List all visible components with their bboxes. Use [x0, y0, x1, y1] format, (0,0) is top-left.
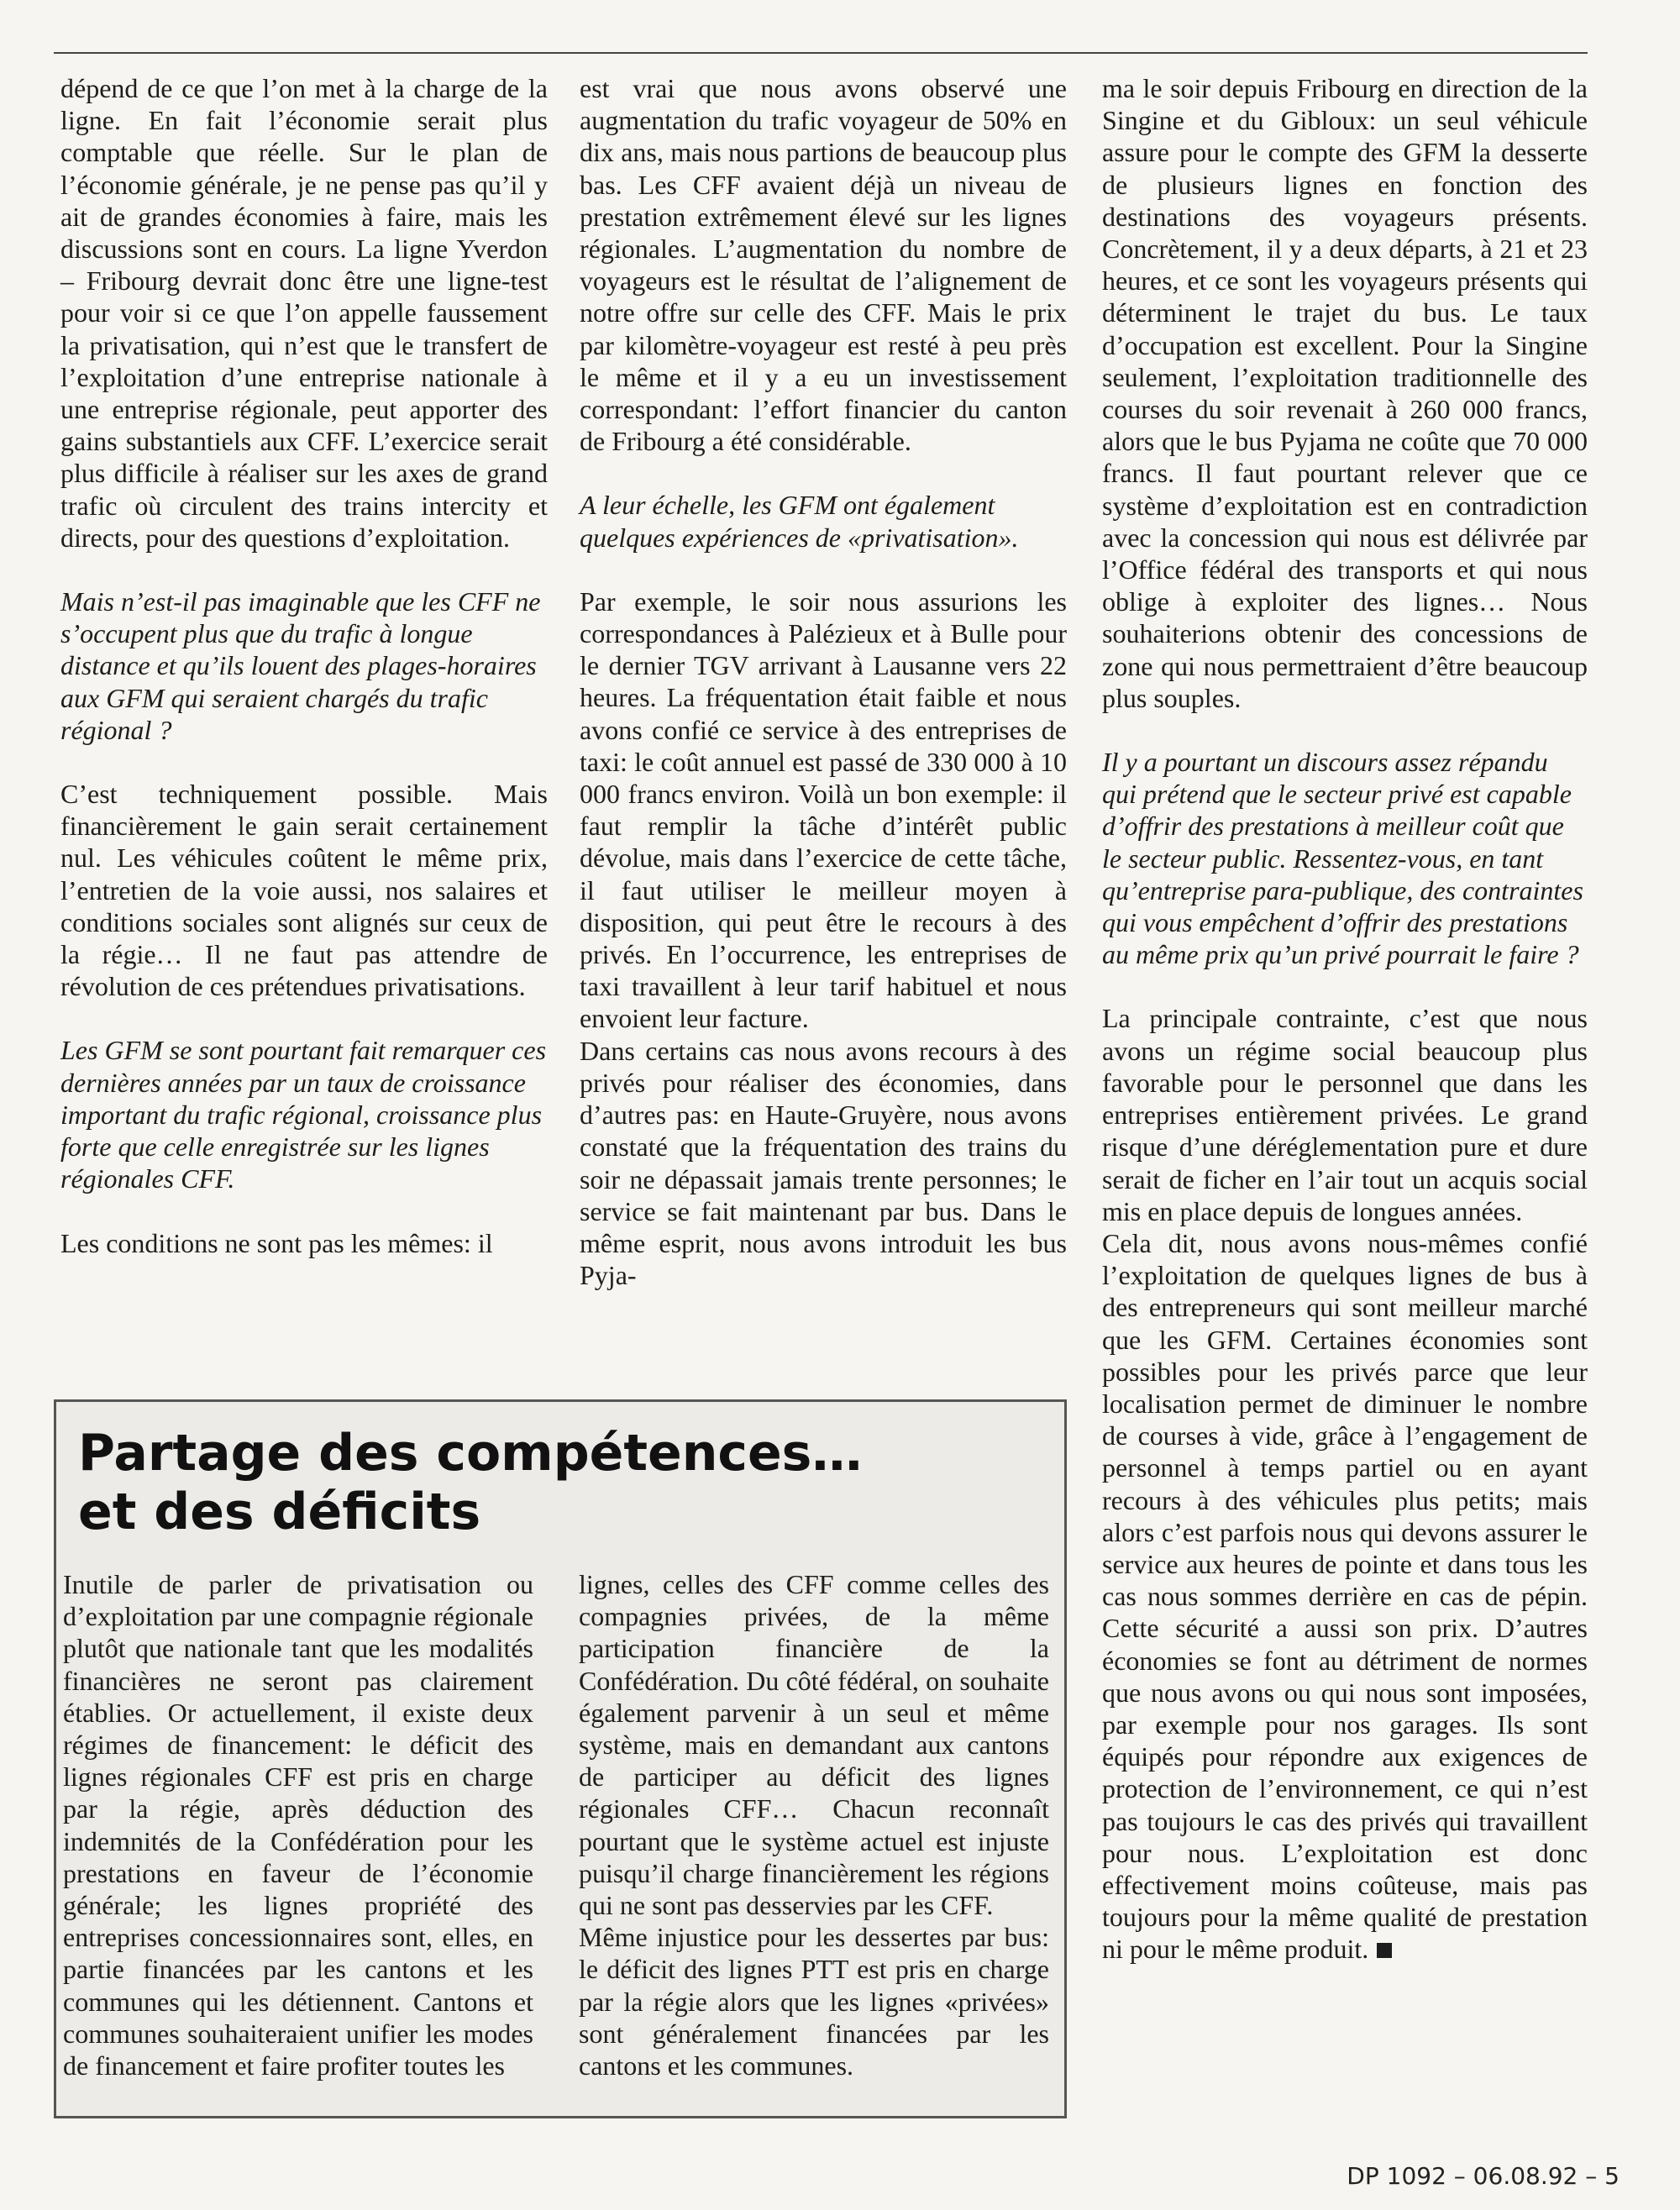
interview-question: A leur échelle, les GFM ont également quelques expériences de «privatisation».	[580, 490, 1019, 553]
paragraph: C’est techniquement possible. Mais financièrement le gain serait certainement nul. Les véhicules coûtent le même prix, l’entretien de la voie aussi, nos salaires et conditions sociales sont alignés sur ceux de la régie… Il ne faut pas attendre de révolution de ces prétendues privatisations.	[60, 779, 548, 1002]
paragraph: dépend de ce que l’on met à la charge de la ligne. En fait l’économie serait plus comptable que réelle. Sur le plan de l’économie générale, je ne pense pas qu’il y ait de grandes économies à faire, mais les discussions sont en cours. La ligne Yverdon – Fribourg devrait donc être une ligne-test pour voir si ce que l’on appelle faussement la privatisation, qui n’est que le transfert de l’exploitation d’une entreprise nationale à une entreprise régionale, peut apporter des gains substantiels aux CFF. L’exercice serait plus difficile à réaliser sur les axes de grand trafic où circulent des trains intercity et directs, pour des questions d’exploitation.	[60, 73, 548, 553]
box-paragraph: Inutile de parler de privatisation ou d’exploitation par une compagnie régionale plutôt que nationale tant que les modalités financières ne seront pas clairement établies. Or actuellement, il existe deux régimes de financement: le déficit des lignes régionales CFF est pris en charge par la régie, après déduction des indemnités de la Confédération pour les prestations en faveur de l’économie générale; les lignes propriété des entreprises concessionnaires sont, elles, en partie financées par les cantons et les communes qui les détiennent. Cantons et communes souhaiteraient unifier les modes de financement et faire profiter toutes les	[63, 1569, 533, 2081]
paragraph: Les conditions ne sont pas les mêmes: il	[60, 1227, 493, 1258]
paragraph: Dans certains cas nous avons recours à des privés pour réaliser des économies, dans d’autres pas: en Haute-Gruyère, nous avons constaté que la fréquentation des trains du soir ne dépassait jamais trente personnes; le service se fait maintenant par bus. Dans le même esprit, nous avons introduit les bus Pyja-	[580, 1035, 1067, 1291]
top-rule	[54, 52, 1588, 54]
box-paragraph: Même injustice pour les dessertes par bus: le déficit des lignes PTT est pris en charge par la régie alors que les lignes «privées» sont généralement financées par les cantons et les communes.	[579, 1922, 1049, 2081]
end-of-article-square-icon	[1377, 1943, 1392, 1958]
box-paragraph: lignes, celles des CFF comme celles des compagnies privées, de la même participation financière de la Confédération. Du côté fédéral, on souhaite également parvenir à un seul et même système, mais en demandant aux cantons de participer au déficit des lignes régionales CFF… Chacun reconnaît pourtant que le système actuel est injuste puisqu’il charge financièrement les régions qui ne sont pas desservies par les CFF.	[579, 1569, 1049, 1921]
box-title-line-2: et des déficits	[78, 1483, 481, 1541]
paragraph: ma le soir depuis Fribourg en direction de la Singine et du Gibloux: un seul véhicule assure pour le compte des GFM la desserte de plusieurs lignes en fonction des destinations des voyageurs présents. Concrètement, il y a deux départs, à 21 et 23 heures, et ce sont les voyageurs présents qui déterminent le trajet du bus. Le taux d’occupation est excellent. Pour la Singine seulement, l’exploitation traditionnelle des courses du soir revenait à 260 000 francs, alors que le bus Pyjama ne coûte que 70 000 francs. Il faut pourtant relever que ce système d’exploitation est en contradiction avec la concession qui nous est délivrée par l’Office fédéral des transports et qui nous oblige à exploiter des lignes… Nous souhaiterions obtenir des concessions de zone qui nous permettraient d’être beaucoup plus souples.	[1102, 73, 1588, 713]
article-column-2	[580, 72, 1067, 1323]
article-column-3	[1102, 72, 1588, 1966]
box-column-1	[63, 1568, 533, 2081]
paragraph-text: Cela dit, nous avons nous-mêmes confié l’exploitation de quelques lignes de bus à des entrepreneurs qui sont meilleur marché que les GFM. Certaines économies sont possibles pour les privés parce que leur localisation permet de diminuer le nombre de courses à vide, grâce à l’engagement de personnel à temps partiel ou en ayant recours à des véhicules plus petits; mais alors c’est parfois nous qui devons assurer le service aux heures de pointe et dans tous les cas nous sommes derrière en cas de pépin. Cette sécurité a aussi son prix. D’autres économies se font au détriment de normes que nous avons ou qui nous sont imposées, par exemple pour nos garages. Ils sont équipés pour répondre aux exigences de protection de l’environnement, ce qui n’est pas toujours le cas des privés qui travaillent pour nous. L’exploitation est donc effectivement moins coûteuse, mais pas toujours pour la même qualité de prestation ni pour le même produit.	[1102, 1227, 1588, 1965]
box-column-2	[579, 1568, 1049, 2081]
interview-question: Il y a pourtant un discours assez répandu qui prétend que le secteur privé est capable d’offrir des prestations à meilleur coût que le secteur public. Ressentez-vous, en tant qu’entreprise para-publique, des contraintes qui vous empêchent d’offrir des prestations au même prix qu’un privé pourrait le faire ?	[1102, 747, 1583, 970]
paragraph: Par exemple, le soir nous assurions les correspondances à Palézieux et à Bulle pour le dernier TGV arrivant à Lausanne vers 22 heures. La fréquentation était faible et nous avons confié ce service à des entreprises de taxi: le coût annuel est passé de 330 000 à 10 000 francs environ. Voilà un bon exemple: il faut remplir la tâche d’intérêt public dévolue, mais dans l’exercice de cette tâche, il faut utiliser le meilleur moyen à disposition, qui peut être le recours à des privés. En l’occurrence, les entreprises de taxi travaillent à leur tarif habituel et nous envoient leur facture.	[580, 585, 1067, 1034]
sidebar-box	[54, 1399, 1067, 2118]
paragraph: La principale contrainte, c’est que nous avons un régime social beaucoup plus favorable pour le personnel que dans les entreprises entièrement privées. Le grand risque d’une déréglementation pure et dure serait de ficher en l’air tout un acquis social mis en place depuis de longues années.	[1102, 1003, 1588, 1226]
page-footer: DP 1092 – 06.08.92 – 5	[1347, 2162, 1620, 2190]
article-column-1	[60, 72, 548, 1291]
paragraph-final	[1102, 1227, 1588, 1966]
box-title-line-1: Partage des compétences…	[78, 1424, 863, 1483]
interview-question: Les GFM se sont pourtant fait remarquer ces dernières années par un taux de croissance important du trafic régional, croissance plus forte que celle enregistrée sur les lignes régionales CFF.	[60, 1035, 547, 1194]
sidebar-box-title	[78, 1424, 862, 1541]
interview-question: Mais n’est-il pas imaginable que les CFF ne s’occupent plus que du trafic à longue distance et qu’ils louent des plages-horaires aux GFM qui seraient chargés du trafic régional ?	[60, 586, 541, 745]
paragraph: est vrai que nous avons observé une augmentation du trafic voyageur de 50% en dix ans, mais nous partions de beaucoup plus bas. Les CFF avaient déjà un niveau de prestation extrêmement élevé sur les lignes régionales. L’augmentation du nombre de voyageurs est le résultat de l’alignement de notre offre sur celle des CFF. Mais le prix par kilomètre-voyageur est resté à peu près le même et il y a eu un investissement correspondant: l’effort financier du canton de Fribourg a été considérable.	[580, 73, 1067, 457]
